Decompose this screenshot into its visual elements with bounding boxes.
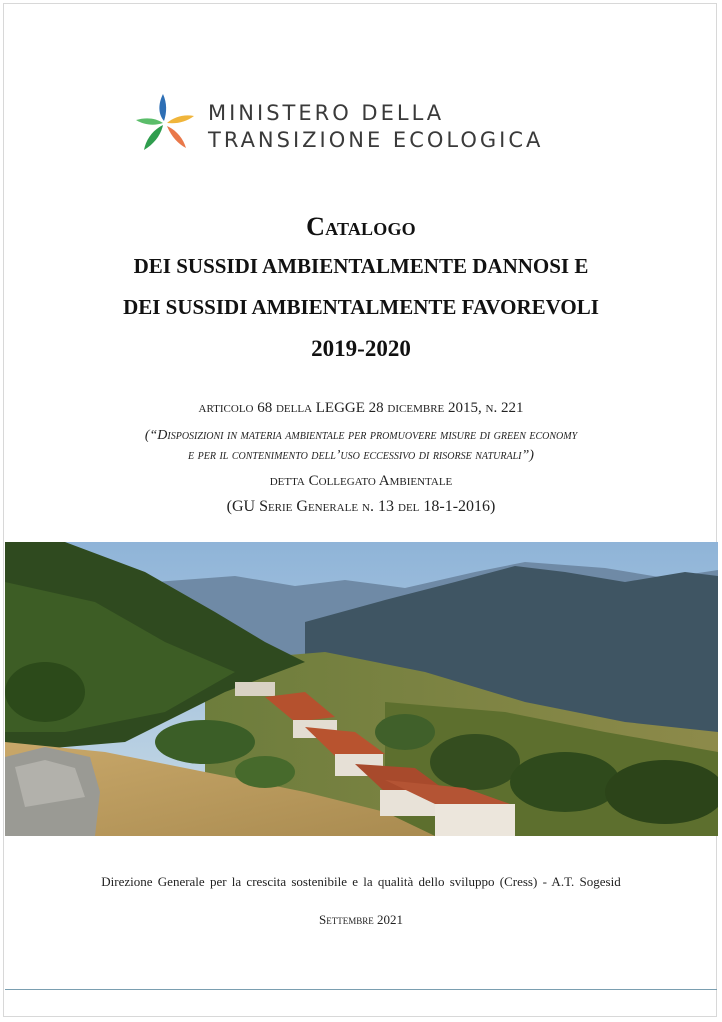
ministry-name-line2: TRANSIZIONE ECOLOGICA [208, 128, 544, 152]
title-catalogo: Catalogo [306, 212, 416, 241]
title-line-favorevoli: DEI SUSSIDI AMBIENTALMENTE FAVOREVOLI [123, 295, 599, 319]
law-article: articolo 68 della LEGGE 28 dicembre 2015, n. 221 [198, 400, 524, 416]
law-collegato: detta Collegato Ambientale [269, 473, 453, 489]
law-gazzetta: (GU Serie Generale n. 13 del 18-1-2016) [226, 498, 496, 515]
ministry-star-logo-icon [134, 92, 196, 154]
ministry-name-line1: MINISTERO DELLA [208, 101, 445, 125]
mountain-village-landscape-photo [5, 542, 718, 836]
law-description-line1: (“Disposizioni in materia ambientale per promuovere misure di green economy [144, 428, 578, 443]
footer-date: Settembre 2021 [319, 912, 403, 927]
ministry-name [208, 100, 543, 154]
law-description-line2: e per il contenimento dell’uso eccessivo di risorse naturali”) [188, 448, 534, 463]
title-line-dannosi: DEI SUSSIDI AMBIENTALMENTE DANNOSI E [133, 254, 589, 278]
title-years: 2019-2020 [311, 336, 411, 361]
bottom-rule [5, 989, 717, 990]
footer-direction: Direzione Generale per la crescita sostenibile e la qualità dello sviluppo (Cress) - A.T. Sogesid [101, 874, 621, 889]
